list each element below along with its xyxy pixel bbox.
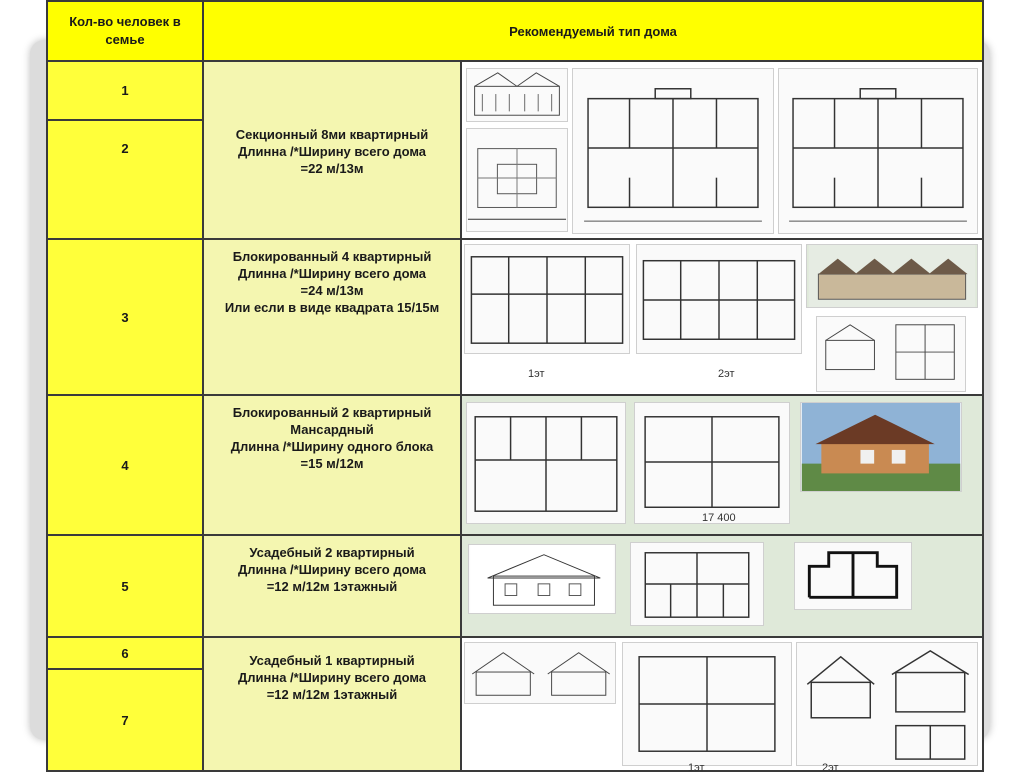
floor-caption: 1эт — [528, 368, 545, 380]
facade-drawing — [464, 642, 616, 704]
house-type-description — [203, 61, 461, 239]
house-drawings-cell — [461, 239, 983, 395]
description-line: =22 м/13м — [300, 161, 364, 176]
family-size-cell: 1 — [47, 61, 203, 120]
house-type-description — [203, 239, 461, 395]
family-size-cell: 6 — [47, 637, 203, 669]
family-size-cell: 2 — [47, 120, 203, 239]
dimension-caption: 17 400 — [702, 512, 736, 524]
floor-plan-drawing — [634, 402, 790, 524]
description-line: Усадебный 2 квартирный — [249, 545, 415, 560]
section-plan-drawing — [796, 642, 978, 766]
building-facade-drawing — [466, 68, 568, 122]
house-drawings-cell — [461, 395, 983, 535]
description-line: Или если в виде квадрата 15/15м — [224, 300, 440, 315]
house-type-description — [203, 637, 461, 771]
description-line: Блокированный 2 квартирный — [232, 405, 432, 420]
house-photo — [800, 402, 962, 492]
description-line: =15 м/12м — [300, 456, 364, 471]
table-row — [47, 61, 983, 120]
house-type-description — [203, 535, 461, 637]
house-type-description — [203, 395, 461, 535]
description-line: =24 м/13м — [300, 283, 364, 298]
description-line: Блокированный 4 квартирный — [232, 249, 432, 264]
description-line: Секционный 8ми квартирный — [235, 127, 429, 142]
description-line: =12 м/12м 1этажный — [266, 687, 398, 702]
floor-caption: 2эт — [718, 368, 735, 380]
house-drawings-cell — [461, 535, 983, 637]
table-row — [47, 637, 983, 669]
description-line: =12 м/12м 1этажный — [266, 579, 398, 594]
family-size-cell: 7 — [47, 669, 203, 771]
floor-plan-drawing — [778, 68, 978, 234]
description-line: Усадебный 1 квартирный — [249, 653, 415, 668]
description-line: Мансардный — [290, 422, 374, 437]
floor-plan-drawing — [636, 244, 802, 354]
floor-plan-drawing — [630, 542, 764, 626]
family-size-cell: 5 — [47, 535, 203, 637]
description-line: Длинна /*Ширину всего дома — [237, 670, 427, 685]
description-line: Длинна /*Ширину всего дома — [237, 266, 427, 281]
house-drawings-cell — [461, 637, 983, 774]
header-people-count: Кол-во человек в семье — [47, 1, 203, 61]
table-header-row — [47, 1, 983, 61]
floor-caption: 2эт — [822, 762, 839, 774]
floor-plan-drawing — [466, 402, 626, 524]
floor-plan-drawing — [794, 542, 912, 610]
family-size-cell: 3 — [47, 239, 203, 395]
table-row — [47, 535, 983, 637]
section-plan-drawing — [466, 128, 568, 232]
floor-caption: 1эт — [688, 762, 705, 774]
description-line: Длинна /*Ширину всего дома — [237, 562, 427, 577]
section-plan-drawing — [816, 316, 966, 392]
house-sketch — [468, 544, 616, 614]
description-line: Длинна /*Ширину всего дома — [237, 144, 427, 159]
townhouse-photo — [806, 244, 978, 308]
house-drawings-cell — [461, 61, 983, 239]
floor-plan-drawing — [622, 642, 792, 766]
header-house-type: Рекомендуемый тип дома — [203, 1, 983, 61]
floor-plan-drawing — [572, 68, 774, 234]
floor-plan-drawing — [464, 244, 630, 354]
table-row — [47, 395, 983, 535]
housing-table — [46, 0, 984, 772]
family-size-cell: 4 — [47, 395, 203, 535]
description-line: Длинна /*Ширину одного блока — [230, 439, 434, 454]
table-row — [47, 239, 983, 395]
